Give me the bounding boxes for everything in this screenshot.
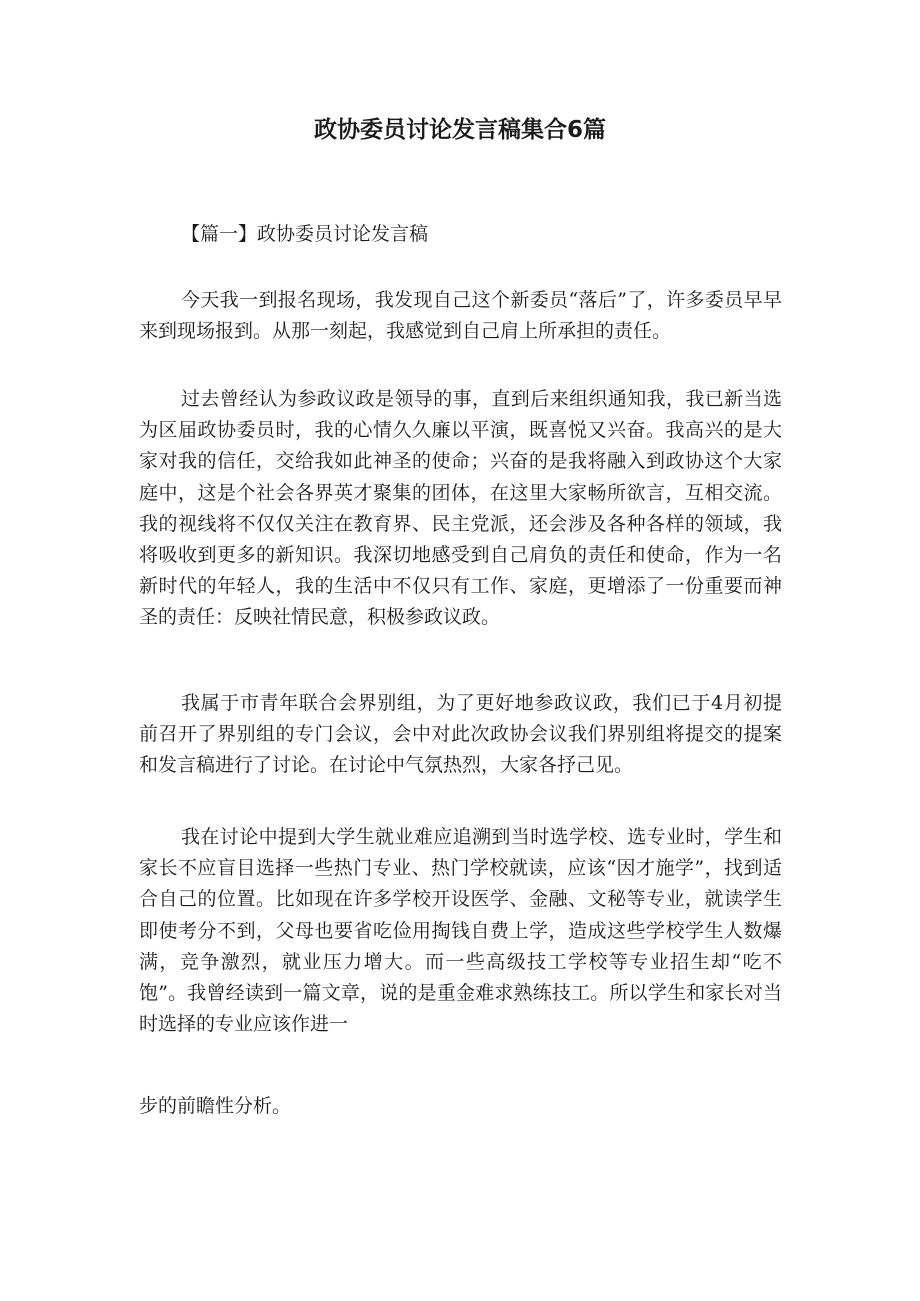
paragraph: 过去曾经认为参政议政是领导的事，直到后来组织通知我，我已新当选为区届政协委员时，我的心情久久廉以平演，既喜悦又兴奋。我高兴的是大家对我的信任，交给我如此神圣的使命；兴奋的是我将融入到政协这个大家庭中，这是个社会各界英才聚集的团体，在这里大家畅所欲言，互相交流。我的视线将不仅仅关注在教育界、民主党派，还会涉及各种各样的领域，我将吸收到更多的新知识。我深切地感受到自己肩负的责任和使命，作为一名新时代的年轻人，我的生活中不仅只有工作、家庭，更增添了一份重要而神圣的责任：反映社情民意，积极参政议政。 xyxy=(139,388,782,629)
paragraph: 我属于市青年联合会界别组，为了更好地参政议政，我们已于4月初提前召开了界别组的专门会议，会中对此次政协会议我们界别组将提交的提案和发言稿进行了讨论。在讨论中气氛热烈，大家各抒己见。 xyxy=(139,692,782,777)
document-title: 政协委员讨论发言稿集合6篇 xyxy=(313,117,606,143)
section-heading: 【篇一】政协委员讨论发言稿 xyxy=(181,223,429,245)
paragraph: 步的前瞻性分析。 xyxy=(139,1095,292,1117)
paragraph: 我在讨论中提到大学生就业难应追溯到当时选学校、选专业时，学生和家长不应盲目选择一些热门专业、热门学校就读，应该“因才施学”，找到适合自己的位置。比如现在许多学校开设医学、金融、文秘等专业，就读学生即使考分不到，父母也要省吃俭用掏钱自费上学，造成这些学校学生人数爆满，竞争激烈，就业压力增大。而一些高级技工学校等专业招生却“吃不饱”。我曾经读到一篇文章，说的是重金难求熟练技工。所以学生和家长对当时选择的专业应该作进一 xyxy=(139,826,782,1036)
paragraph: 今天我一到报名现场，我发现自己这个新委员“落后”了，许多委员早早来到现场报到。从那一刻起，我感觉到自己肩上所承担的责任。 xyxy=(139,289,782,343)
